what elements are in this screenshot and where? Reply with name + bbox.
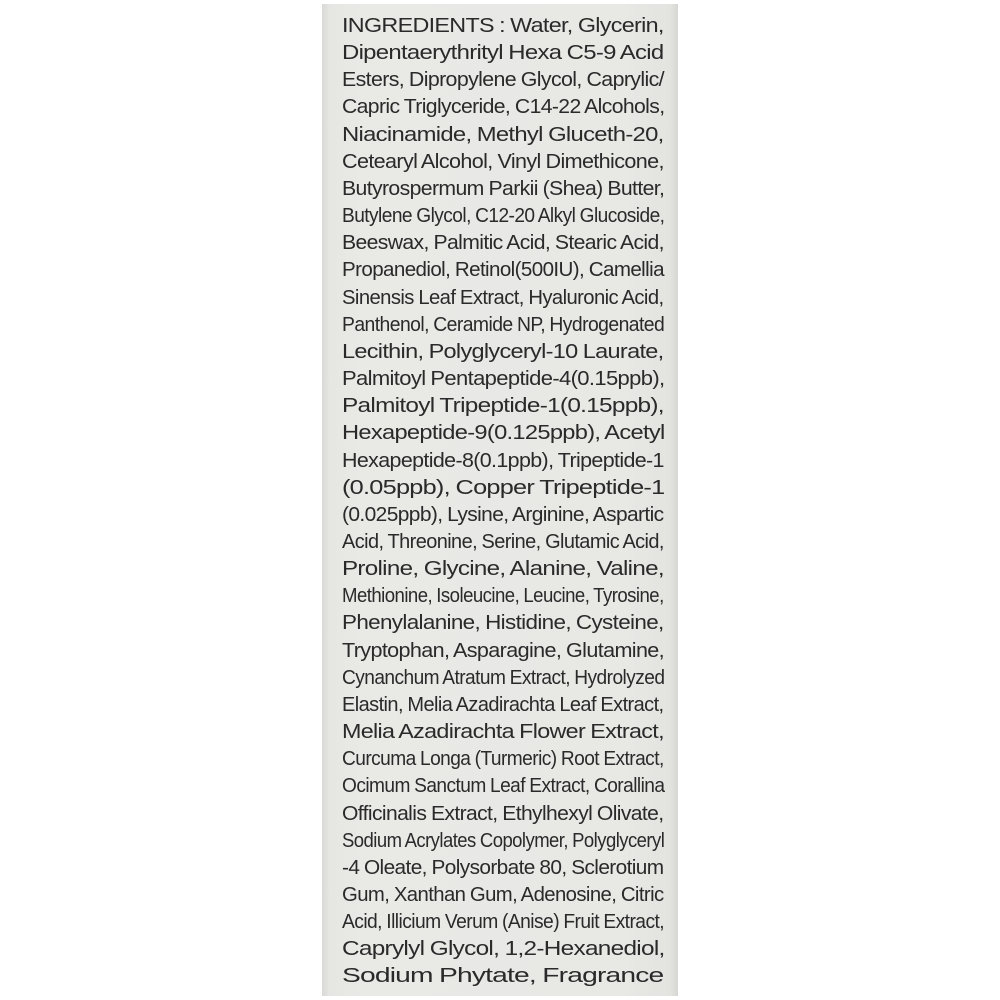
ingredient-line: Niacinamide, Methyl Gluceth-20,: [342, 122, 664, 146]
ingredient-line: Cynanchum Atratum Extract, Hydrolyzed: [342, 665, 665, 689]
ingredient-line: Butylene Glycol, C12-20 Alkyl Glucoside,: [342, 204, 665, 228]
ingredient-line: Palmitoyl Tripeptide-1(0.15ppb),: [342, 394, 664, 418]
ingredient-line: Sinensis Leaf Extract, Hyaluronic Acid,: [342, 285, 664, 309]
ingredient-line: Cetearyl Alcohol, Vinyl Dimethicone,: [342, 149, 664, 173]
ingredient-line: -4 Oleate, Polysorbate 80, Sclerotium: [342, 855, 664, 879]
ingredient-line: Palmitoyl Pentapeptide-4(0.15ppb),: [342, 367, 665, 391]
ingredient-line: Phenylalanine, Histidine, Cysteine,: [342, 611, 664, 635]
ingredient-line: Melia Azadirachta Flower Extract,: [342, 720, 664, 744]
ingredient-line: Gum, Xanthan Gum, Adenosine, Citric: [342, 883, 664, 906]
ingredient-line: Officinalis Extract, Ethylhexyl Olivate,: [342, 801, 664, 825]
ingredient-line: Hexapeptide-8(0.1ppb), Tripeptide-1: [342, 448, 664, 472]
ingredient-line: Sodium Acrylates Copolymer, Polyglyceryl: [342, 828, 665, 852]
ingredient-label-panel: [322, 4, 678, 996]
ingredient-line: Proline, Glycine, Alanine, Valine,: [342, 557, 664, 581]
ingredient-line: Esters, Dipropylene Glycol, Caprylic/: [342, 68, 664, 92]
ingredient-line: Tryptophan, Asparagine, Glutamine,: [342, 638, 665, 662]
ingredient-line: Acid, Threonine, Serine, Glutamic Acid,: [342, 529, 664, 553]
ingredient-line: Caprylyl Glycol, 1,2-Hexanediol,: [342, 937, 665, 961]
ingredient-line: Panthenol, Ceramide NP, Hydrogenated: [342, 312, 665, 336]
ingredient-line: Dipentaerythrityl Hexa C5-9 Acid: [342, 41, 664, 65]
ingredient-line: Hexapeptide-9(0.125ppb), Acetyl: [342, 421, 665, 445]
ingredient-line: (0.05ppb), Copper Tripeptide-1: [342, 475, 665, 499]
ingredient-line: Propanediol, Retinol(500IU), Camellia: [342, 258, 664, 282]
ingredient-line: Acid, Illicium Verum (Anise) Fruit Extract,: [342, 910, 665, 934]
ingredient-line: Sodium Phytate, Fragrance: [342, 964, 664, 988]
ingredient-line: Curcuma Longa (Turmeric) Root Extract,: [342, 747, 664, 771]
ingredient-line: Methionine, Isoleucine, Leucine, Tyrosine,: [342, 584, 664, 608]
ingredient-line: Butyrospermum Parkii (Shea) Butter,: [342, 176, 665, 200]
ingredient-list: [342, 12, 664, 990]
ingredient-line: (0.025ppb), Lysine, Arginine, Aspartic: [342, 502, 664, 526]
ingredient-line: Lecithin, Polyglyceryl-10 Laurate,: [342, 339, 664, 363]
ingredient-line: Ocimum Sanctum Leaf Extract, Corallina: [342, 774, 665, 798]
ingredient-line: Beeswax, Palmitic Acid, Stearic Acid,: [342, 231, 664, 255]
ingredient-line: Elastin, Melia Azadirachta Leaf Extract,: [342, 692, 664, 716]
ingredient-line: INGREDIENTS : Water, Glycerin,: [342, 14, 664, 37]
ingredient-line: Capric Triglyceride, C14-22 Alcohols,: [342, 95, 665, 119]
